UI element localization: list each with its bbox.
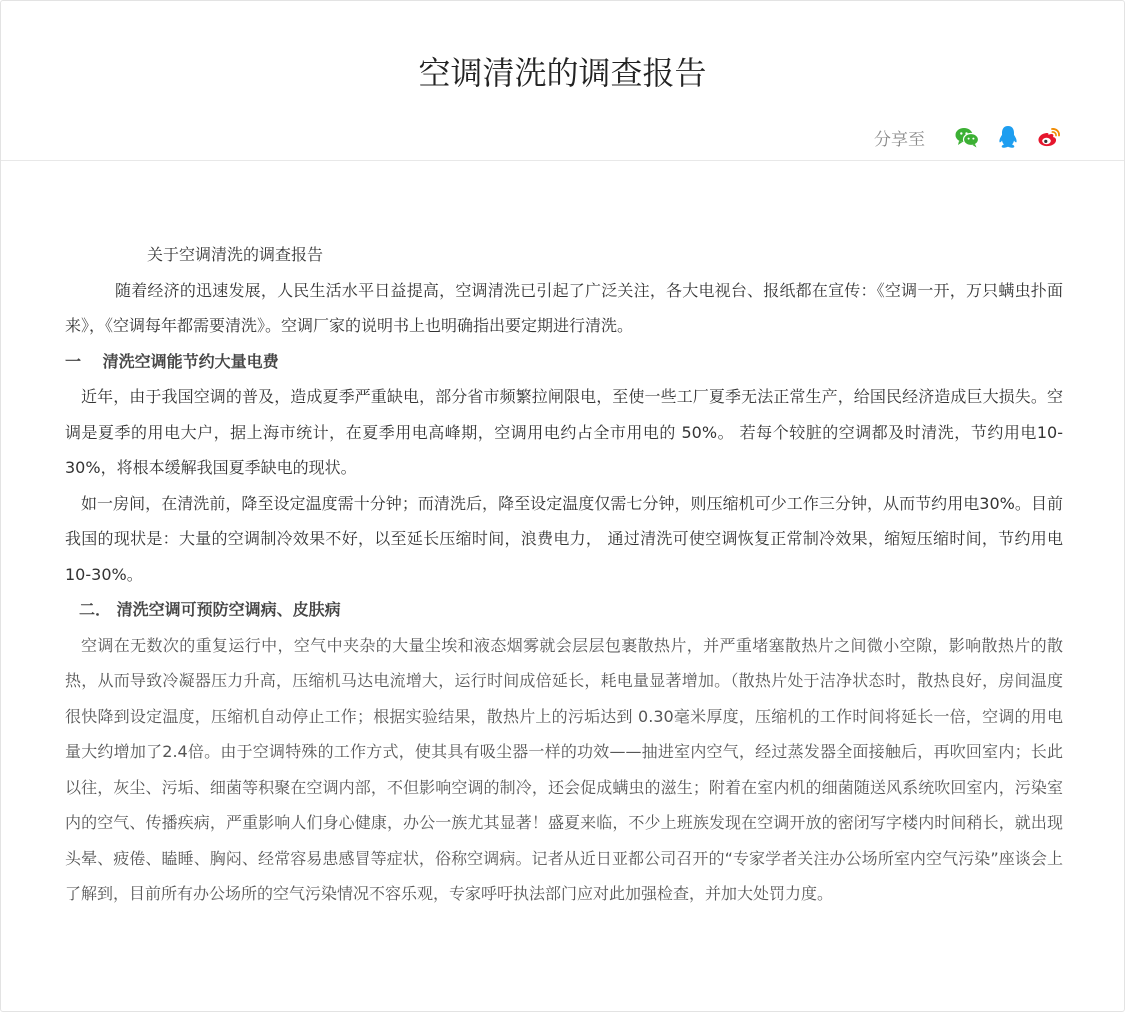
section1-paragraph-2: 如一房间，在清洗前，降至设定温度需十分钟；而清洗后，降至设定温度仅需七分钟，则压缩机可少工作三分钟，从而节约用电30%。目前我国的现状是：大量的空调制冷效果不好，以至延长压缩时间，浪费电力， 通过清洗可使空调恢复正常制冷效果，缩短压缩时间，节约用电10-30%。 xyxy=(65,493,1063,584)
intro-paragraph: 随着经济的迅速发展，人民生活水平日益提高，空调清洗已引起了广泛关注，各大电视台、报纸都在宣传：《空调一开，万只螨虫扑面来》，《空调每年都需要清洗》。空调厂家的说明书上也明确指出要定期进行清洗。 xyxy=(65,280,1063,335)
article-subtitle: 关于空调清洗的调查报告 xyxy=(147,245,324,264)
article-header xyxy=(1,1,1124,161)
qq-icon[interactable] xyxy=(995,124,1021,150)
wechat-icon[interactable] xyxy=(954,124,980,150)
section-heading-1: 一 清洗空调能节约大量电费 xyxy=(65,351,279,371)
share-bar xyxy=(874,123,1062,151)
article-body xyxy=(65,237,1063,912)
section2-paragraph-1: 空调在无数次的重复运行中，空气中夹杂的大量尘埃和液态烟雾就会层层包裹散热片，并严重堵塞散热片之间微小空隙，影响散热片的散热，从而导致冷凝器压力升高，压缩机马达电流增大，运行时间成倍延长，耗电量显著增加。（散热片处于洁净状态时，散热良好，房间温度很快降到设定温度，压缩机自动停止工作；根据实验结果，散热片上的污垢达到 0.30毫米厚度，压缩机的工作时间将延长一倍，空调的用电量大约增加了2.4倍。由于空调特殊的工作方式，使其具有吸尘器一样的功效——抽进室内空气，经过蒸发器全面接触后，再吹回室内；长此以往，灰尘、污垢、细菌等积聚在空调内部，不但影响空调的制冷，还会促成螨虫的滋生；附着在室内机的细菌随送风系统吹回室内，污染室内的空气、传播疾病，严重影响人们身心健康，办公一族尤其显著！盛夏来临，不少上班族发现在空调开放的密闭写字楼内时间稍长，就出现头晕、疲倦、瞌睡、胸闷、经常容易患感冒等症状，俗称空调病。记者从近日亚都公司召开的“专家学者关注办公场所室内空气污染”座谈会上了解到，目前所有办公场所的空气污染情况不容乐观，专家呼吁执法部门应对此加强检查，并加大处罚力度。 xyxy=(65,635,1063,903)
section1-paragraph-1: 近年，由于我国空调的普及，造成夏季严重缺电，部分省市频繁拉闸限电，至使一些工厂夏季无法正常生产，给国民经济造成巨大损失。空调是夏季的用电大户，据上海市统计，在夏季用电高峰期，空调用电约占全市用电的 50%。 若每个较脏的空调都及时清洗，节约用电10-30%，将根本缓解我国夏季缺电的现状。 xyxy=(65,387,1063,477)
page-title: 空调清洗的调查报告 xyxy=(418,54,707,92)
share-label: 分享至 xyxy=(874,129,925,150)
weibo-icon[interactable] xyxy=(1036,124,1062,150)
section-heading-2: 二． 清洗空调可预防空调病、皮肤病 xyxy=(79,600,341,619)
